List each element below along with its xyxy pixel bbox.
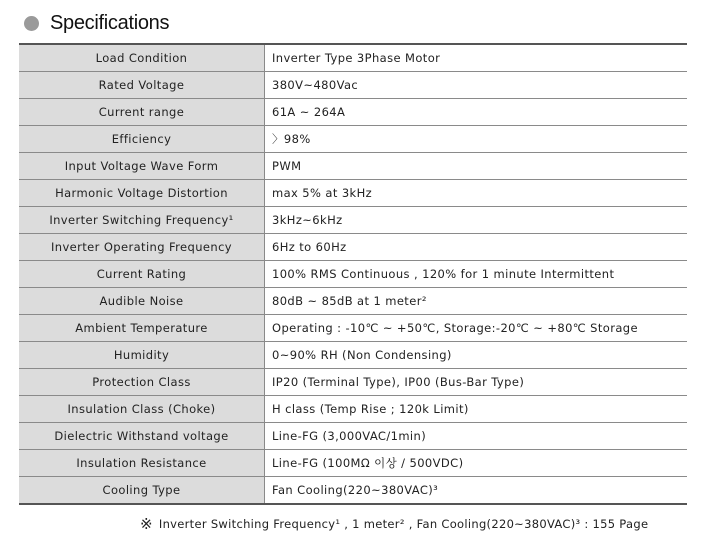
table-row <box>19 369 687 396</box>
spec-value: Fan Cooling(220~380VAC)³ <box>265 477 688 505</box>
spec-label: Load Condition <box>19 44 265 72</box>
spec-label: Rated Voltage <box>19 72 265 99</box>
spec-value: 100% RMS Continuous , 120% for 1 minute Intermittent <box>265 261 688 288</box>
spec-label: Inverter Switching Frequency¹ <box>19 207 265 234</box>
table-row <box>19 450 687 477</box>
spec-value: max 5% at 3kHz <box>265 180 688 207</box>
footnote <box>140 515 648 533</box>
footnote-text: Inverter Switching Frequency¹ , 1 meter² , Fan Cooling(220~380VAC)³ : 155 Page <box>158 517 649 531</box>
table-row <box>19 234 687 261</box>
spec-label: Audible Noise <box>19 288 265 315</box>
spec-label: Protection Class <box>19 369 265 396</box>
spec-value: 61A ~ 264A <box>265 99 688 126</box>
table-row <box>19 126 687 153</box>
reference-mark-icon: ※ <box>140 515 153 533</box>
table-row <box>19 288 687 315</box>
table-row <box>19 44 687 72</box>
page-heading <box>24 10 169 36</box>
spec-value: Operating : -10℃ ~ +50℃, Storage:-20℃ ~ +80℃ Storage <box>265 315 688 342</box>
spec-label: Insulation Class (Choke) <box>19 396 265 423</box>
table-row <box>19 207 687 234</box>
spec-label: Dielectric Withstand voltage <box>19 423 265 450</box>
spec-label: Insulation Resistance <box>19 450 265 477</box>
table-row <box>19 261 687 288</box>
table-row <box>19 477 687 505</box>
spec-table <box>19 43 687 505</box>
spec-label: Efficiency <box>19 126 265 153</box>
spec-label: Input Voltage Wave Form <box>19 153 265 180</box>
table-row <box>19 180 687 207</box>
table-row <box>19 342 687 369</box>
spec-value: PWM <box>265 153 688 180</box>
spec-label: Ambient Temperature <box>19 315 265 342</box>
spec-label: Cooling Type <box>19 477 265 505</box>
table-row <box>19 153 687 180</box>
spec-value: 〉98% <box>265 126 688 153</box>
table-row <box>19 396 687 423</box>
spec-value: 80dB ~ 85dB at 1 meter² <box>265 288 688 315</box>
spec-value: IP20 (Terminal Type), IP00 (Bus-Bar Type) <box>265 369 688 396</box>
spec-value: Inverter Type 3Phase Motor <box>265 44 688 72</box>
spec-label: Inverter Operating Frequency <box>19 234 265 261</box>
spec-label: Harmonic Voltage Distortion <box>19 180 265 207</box>
page-title: Specifications <box>50 11 170 34</box>
spec-value: H class (Temp Rise ; 120k Limit) <box>265 396 688 423</box>
table-row <box>19 423 687 450</box>
spec-value: Line-FG (3,000VAC/1min) <box>265 423 688 450</box>
spec-label: Current Rating <box>19 261 265 288</box>
spec-label: Current range <box>19 99 265 126</box>
spec-value: 3kHz~6kHz <box>265 207 688 234</box>
spec-label: Humidity <box>19 342 265 369</box>
circle-bullet-icon <box>24 16 39 31</box>
spec-value: Line-FG (100MΩ 이상 / 500VDC) <box>265 450 688 477</box>
spec-value: 0~90% RH (Non Condensing) <box>265 342 688 369</box>
table-row <box>19 315 687 342</box>
spec-value: 6Hz to 60Hz <box>265 234 688 261</box>
table-row <box>19 72 687 99</box>
table-row <box>19 99 687 126</box>
spec-value: 380V~480Vac <box>265 72 688 99</box>
